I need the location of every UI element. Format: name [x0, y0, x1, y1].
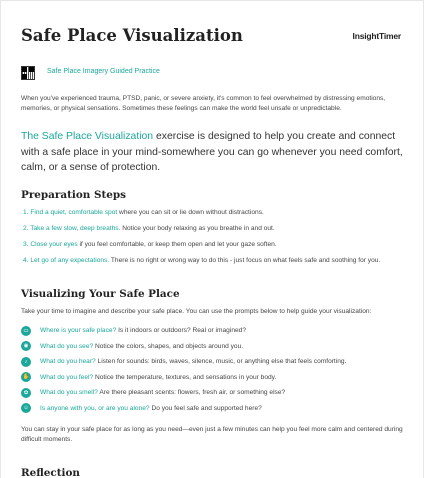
step-highlight: Take a few slow, deep breaths.: [30, 225, 121, 232]
list-item: [23, 224, 413, 240]
page-title: Safe Place Visualization: [21, 26, 243, 45]
map-pin-icon: ▭: [21, 326, 31, 336]
list-item: [23, 240, 413, 256]
prompt-list: [21, 323, 411, 416]
list-item: [23, 208, 413, 224]
step-text: Notice your body relaxing as you breathe in and out.: [120, 225, 275, 232]
step-highlight: Find a quiet, comfortable spot: [30, 209, 118, 216]
prompt-highlight: Is anyone with you, or are you alone?: [40, 404, 150, 412]
prompt-highlight: What do you smell?: [40, 389, 98, 397]
resource-link[interactable]: Safe Place Imagery Guided Practice: [47, 68, 160, 75]
prompt-highlight: What do you hear?: [40, 358, 96, 366]
step-text: if you feel comfortable, or keep them open and let your gaze soften.: [77, 241, 277, 248]
prompt-text: Do you feel safe and supported here?: [149, 404, 262, 412]
prompt-text: Is it indoors or outdoors? Real or imagined?: [116, 327, 246, 335]
step-highlight: Let go of any expectations.: [30, 257, 110, 264]
reflection-heading: Reflection: [21, 467, 80, 478]
list-item: [21, 339, 411, 355]
step-number: 2.: [23, 225, 29, 232]
prompt-text: Notice the temperature, textures, and sensations in your body.: [93, 373, 277, 381]
qr-code-icon[interactable]: [21, 66, 35, 80]
lead-text: exercise is designed to help you create and connect with a safe place in your mind-somewhere you can go whenever you need comfort, calm, or a sense of protection.: [21, 131, 403, 173]
prompt-text: Notice the colors, shapes, and objects around you.: [93, 342, 244, 350]
list-item: [21, 385, 411, 401]
lead-paragraph: [21, 129, 405, 176]
intro-paragraph: When you've experienced trauma, PTSD, panic, or severe anxiety, it's common to feel overwhelmed by distressing emotions, memories, or physical sensations. Sometimes these feelings can make the world feel unsafe or unpredictable.: [21, 95, 386, 112]
closing-paragraph: You can stay in your safe place for as long as you need—even just a few minutes can help you feel more calm and centered during difficult moments.: [21, 426, 403, 443]
brand-logo: InsightTimer: [352, 31, 401, 41]
step-text: There is no right or wrong way to do this - just focus on what feels safe and soothing for you.: [109, 257, 381, 264]
step-number: 3.: [23, 241, 29, 248]
preparation-heading: Preparation Steps: [21, 189, 126, 201]
prompt-text: Listen for sounds: birds, waves, silence, music, or anything else that feels comforting.: [95, 358, 347, 366]
prompt-highlight: What do you feel?: [40, 373, 94, 381]
prompt-text: Are there pleasant scents: flowers, fresh air, or something else?: [97, 389, 286, 397]
visualizing-intro: Take your time to imagine and describe your safe place. You can use the prompts below to help guide your visualization:: [21, 308, 372, 315]
list-item: [23, 256, 413, 272]
preparation-list: [23, 208, 413, 272]
nose-icon: ✿: [21, 388, 31, 398]
hand-icon: ✋: [22, 374, 30, 381]
list-item: [21, 323, 411, 339]
step-number: 1.: [23, 209, 29, 216]
prompt-highlight: Where is your safe place?: [40, 327, 117, 335]
lead-emphasis: The Safe Place Visualization: [21, 131, 154, 142]
eye-icon: ◉: [21, 341, 31, 351]
worksheet-page: [1, 1, 423, 478]
list-item: [21, 401, 411, 417]
list-item: [21, 354, 411, 370]
people-icon: ☺: [21, 403, 31, 413]
ear-icon: ♪: [21, 357, 31, 367]
step-highlight: Close your eyes: [30, 241, 78, 248]
prompt-highlight: What do you see?: [40, 342, 94, 350]
list-item: [21, 370, 411, 386]
step-text: where you can sit or lie down without distractions.: [117, 209, 264, 216]
step-number: 4.: [23, 257, 29, 264]
visualizing-heading: Visualizing Your Safe Place: [21, 288, 180, 300]
